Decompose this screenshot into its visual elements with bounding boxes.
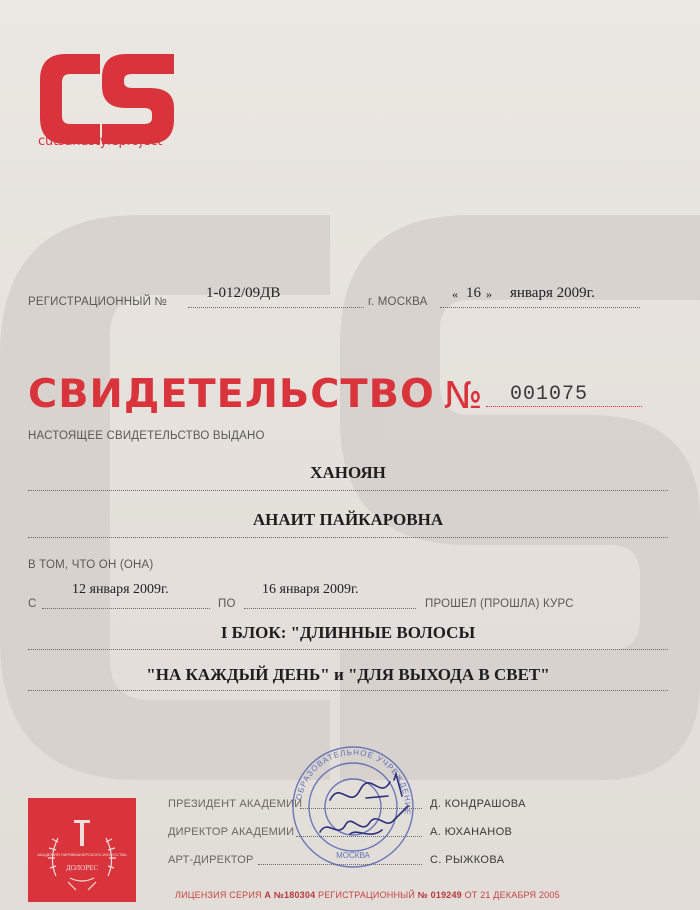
certificate-title: СВИДЕТЕЛЬСТВО <box>28 372 435 417</box>
svg-text:ДОЛОРЕС: ДОЛОРЕС <box>65 864 99 872</box>
license-reg-label: РЕГИСТРАЦИОННЫЙ <box>318 890 416 900</box>
name-dots <box>28 537 668 538</box>
number-sign: № <box>444 374 483 417</box>
signature-role-director: ДИРЕКТОР АКАДЕМИИ <box>168 826 295 838</box>
city-label: г. МОСКВА <box>368 296 428 308</box>
issued-label: НАСТОЯЩЕЕ СВИДЕТЕЛЬСТВО ВЫДАНО <box>28 430 265 442</box>
from-label: С <box>28 598 37 610</box>
license-date: ОТ 21 ДЕКАБРЯ 2005 <box>464 890 560 900</box>
registration-day: 16 <box>466 285 481 301</box>
signature-name-president: Д. КОНДРАШОВА <box>430 798 526 810</box>
certificate-number-dots <box>486 406 642 407</box>
registration-month-year: января 2009г. <box>510 285 595 301</box>
signature-role-president: ПРЕЗИДЕНТ АКАДЕМИИ <box>168 798 303 810</box>
from-date: 12 января 2009г. <box>72 582 169 597</box>
course-line-1: I БЛОК: "ДЛИННЫЕ ВОЛОСЫ <box>220 623 476 642</box>
svg-text:АКАДЕМИЯ ПАРИКМАХЕРСКОГО ИСКУС: АКАДЕМИЯ ПАРИКМАХЕРСКОГО ИСКУССТВА <box>37 852 127 857</box>
signature-role-art-director: АРТ-ДИРЕКТОР <box>168 854 254 866</box>
registration-label: РЕГИСТРАЦИОННЫЙ № <box>28 296 168 308</box>
from-dots <box>42 608 210 609</box>
license-series: А №180304 <box>264 890 316 900</box>
logo-caption: cutsandstyleproject <box>38 134 163 149</box>
recipient-surname: ХАНОЯН <box>310 463 386 482</box>
completed-label: ПРОШЕЛ (ПРОШЛА) КУРС <box>425 598 574 610</box>
date-dots <box>440 307 640 308</box>
academy-badge <box>28 798 136 902</box>
license-reg-number: № 019249 <box>417 890 462 900</box>
svg-text:ОБРАЗОВАТЕЛЬНОЕ УЧРЕЖДЕНИЕ: ОБРАЗОВАТЕЛЬНОЕ УЧРЕЖДЕНИЕ <box>294 747 413 816</box>
recipient-name: АНАИТ ПАЙКАРОВНА <box>252 510 444 529</box>
registration-number: 1-012/09ДВ <box>206 285 281 301</box>
course-line-2-dots <box>28 690 668 691</box>
surname-dots <box>28 490 668 491</box>
course-line-1-dots <box>28 649 668 650</box>
signature-name-art-director: С. РЫЖКОВА <box>430 854 505 866</box>
registration-dots <box>188 307 364 308</box>
signature-name-director: А. ЮХАНАНОВ <box>430 826 513 838</box>
to-date: 16 января 2009г. <box>262 582 359 597</box>
course-intro: В ТОМ, ЧТО ОН (ОНА) <box>28 559 154 571</box>
handwritten-signatures <box>310 770 430 860</box>
course-line-2: "НА КАЖДЫЙ ДЕНЬ" и "ДЛЯ ВЫХОДА В СВЕТ" <box>146 665 550 684</box>
certificate-number: 001075 <box>510 383 589 406</box>
to-label: ПО <box>218 598 236 610</box>
academy-emblem-icon <box>28 798 136 902</box>
to-dots <box>244 608 416 609</box>
quote-close: » <box>486 287 492 301</box>
svg-text:МОСКВА: МОСКВА <box>336 851 370 860</box>
quote-open: « <box>452 287 458 301</box>
license-prefix: ЛИЦЕНЗИЯ СЕРИЯ <box>175 890 262 900</box>
license-line <box>175 890 560 900</box>
